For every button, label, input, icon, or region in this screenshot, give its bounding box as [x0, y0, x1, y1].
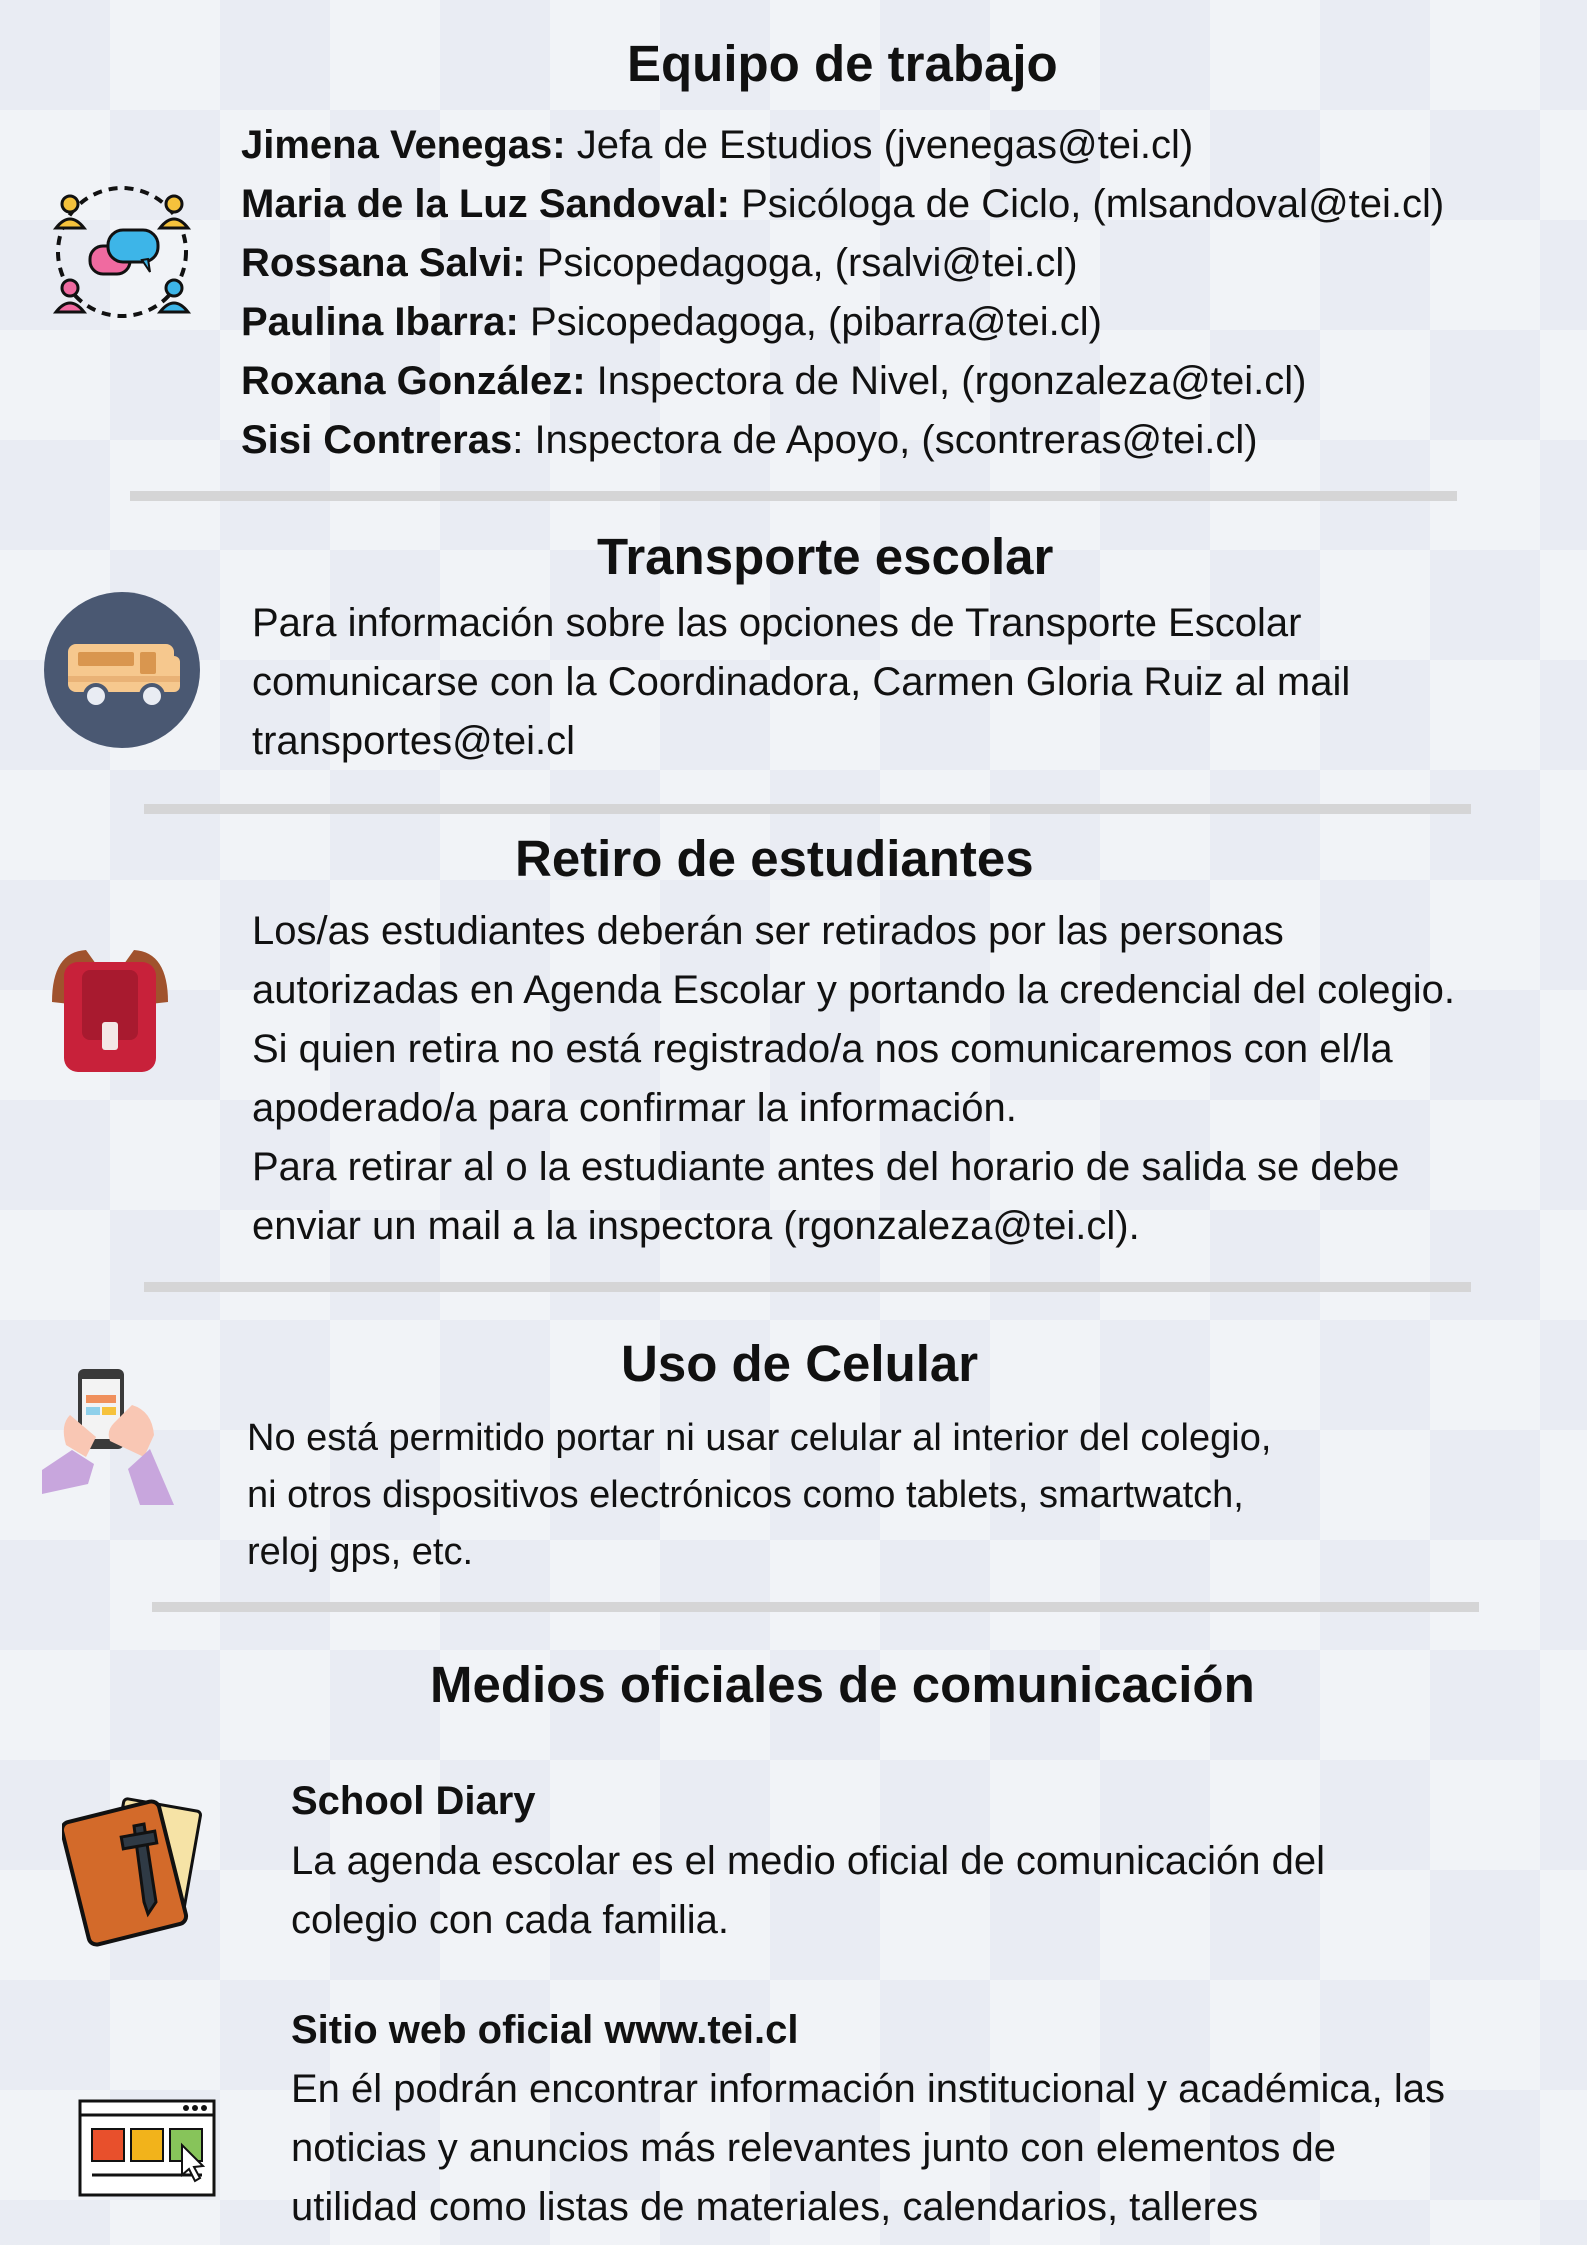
section-divider [144, 804, 1471, 814]
member-role: Psicopedagoga, (rsalvi@tei.cl) [525, 241, 1078, 285]
phone-title: Uso de Celular [621, 1335, 979, 1392]
team-title: Equipo de trabajo [627, 35, 1058, 92]
text-line: colegio con cada familia. [291, 1898, 730, 1942]
team-member-row [241, 234, 1444, 293]
text-line: Los/as estudiantes deberán ser retirados por las personas [252, 909, 1284, 953]
phone-text [247, 1410, 1271, 1581]
text-line: apoderado/a para confirmar la información. [252, 1086, 1017, 1130]
member-role: : Inspectora de Apoyo, (scontreras@tei.cl) [512, 418, 1258, 462]
website-icon [78, 2099, 216, 2199]
section-divider [144, 1282, 1471, 1292]
member-role: Psicopedagoga, (pibarra@tei.cl) [518, 300, 1102, 344]
text-line: enviar un mail a la inspectora (rgonzaleza@tei.cl). [252, 1204, 1140, 1248]
team-member-row [241, 411, 1444, 470]
member-role: Inspectora de Nivel, (rgonzaleza@tei.cl) [585, 359, 1307, 403]
text-line: ni otros dispositivos electrónicos como tablets, smartwatch, [247, 1474, 1244, 1516]
team-chat-icon [50, 180, 195, 325]
text-line: transportes@tei.cl [252, 719, 575, 763]
diary-icon [62, 1790, 208, 1950]
text-line: Si quien retira no está registrado/a nos comunicaremos con el/la [252, 1027, 1393, 1071]
team-member-row [241, 175, 1444, 234]
pickup-text [252, 902, 1455, 1256]
member-name: Roxana González: [241, 359, 586, 403]
member-name: Maria de la Luz Sandoval: [241, 182, 731, 226]
backpack-icon [42, 942, 178, 1078]
text-line: Para retirar al o la estudiante antes del horario de salida se debe [252, 1145, 1400, 1189]
diary-text [291, 1832, 1325, 1950]
transport-text [252, 594, 1350, 771]
text-line: reloj gps, etc. [247, 1531, 473, 1573]
media-title: Medios oficiales de comunicación [430, 1656, 1255, 1713]
member-role: Jefa de Estudios (jvenegas@tei.cl) [565, 123, 1194, 167]
text-line: noticias y anuncios más relevantes junto con elementos de [291, 2126, 1337, 2170]
pickup-title: Retiro de estudiantes [515, 830, 1034, 887]
team-member-row [241, 116, 1444, 175]
transport-title: Transporte escolar [597, 528, 1054, 585]
text-line: La agenda escolar es el medio oficial de comunicación del [291, 1839, 1325, 1883]
text-line: comunicarse con la Coordinadora, Carmen Gloria Ruiz al mail [252, 660, 1351, 704]
member-name: Paulina Ibarra: [241, 300, 519, 344]
section-divider [130, 491, 1457, 501]
team-list [241, 116, 1444, 470]
member-name: Sisi Contreras [241, 418, 513, 462]
text-line: Para información sobre las opciones de Transporte Escolar [252, 601, 1302, 645]
text-line: En él podrán encontrar información institucional y académica, las [291, 2067, 1445, 2111]
website-title: Sitio web oficial www.tei.cl [291, 2008, 799, 2052]
text-line: autorizadas en Agenda Escolar y portando la credencial del colegio. [252, 968, 1456, 1012]
member-name: Rossana Salvi: [241, 241, 526, 285]
member-role: Psicóloga de Ciclo, (mlsandoval@tei.cl) [730, 182, 1445, 226]
member-name: Jimena Venegas: [241, 123, 566, 167]
team-member-row [241, 293, 1444, 352]
text-line: utilidad como listas de materiales, calendarios, talleres [291, 2185, 1259, 2229]
diary-title: School Diary [291, 1779, 536, 1823]
school-bus-icon [44, 592, 200, 748]
website-text [291, 2060, 1445, 2237]
section-divider [152, 1602, 1479, 1612]
text-line: No está permitido portar ni usar celular al interior del colegio, [247, 1417, 1272, 1459]
team-member-row [241, 352, 1444, 411]
smartphone-icon [42, 1365, 174, 1510]
